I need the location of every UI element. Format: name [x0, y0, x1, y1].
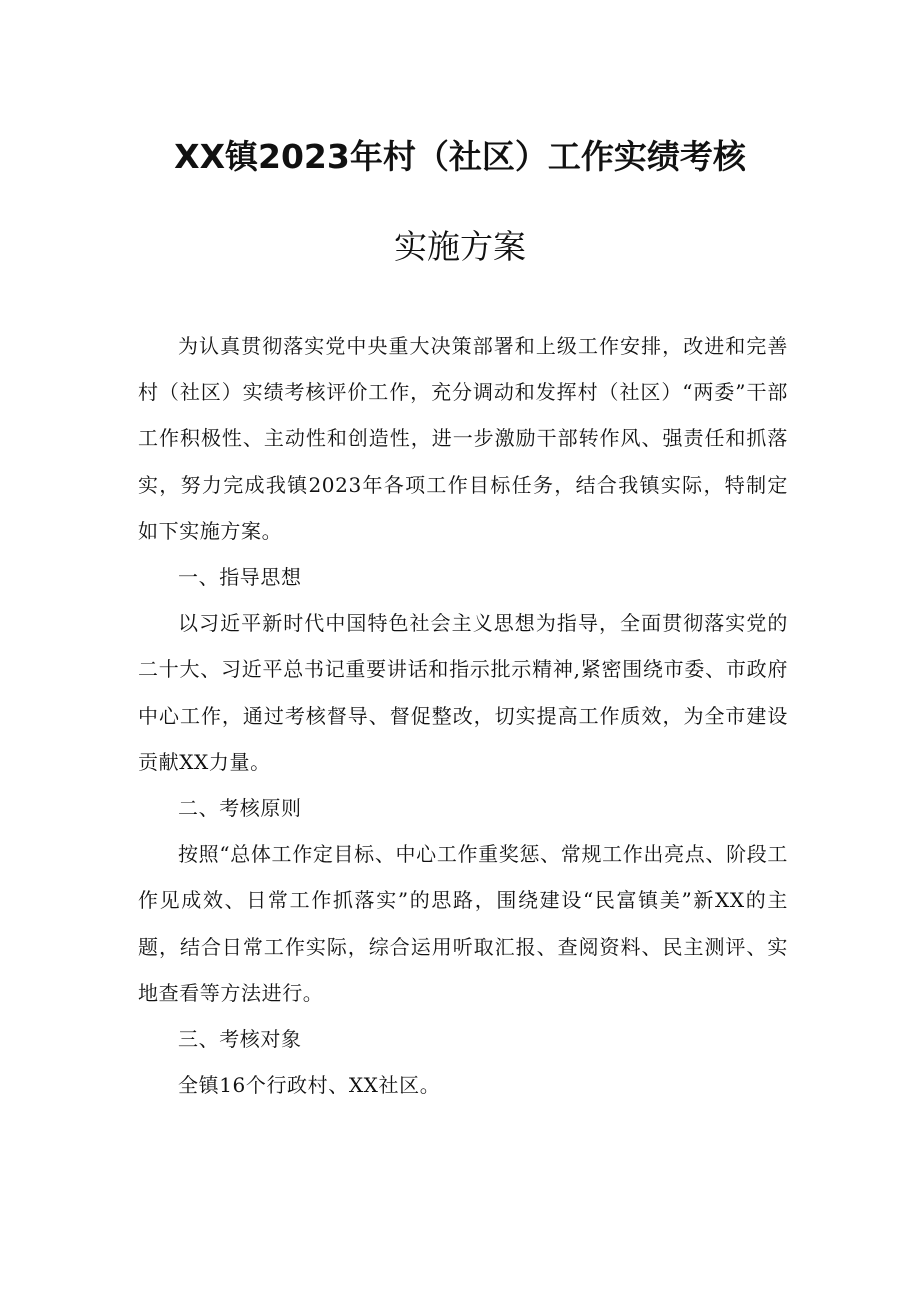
section-heading-guiding-ideology: 一、指导思想	[178, 565, 302, 590]
section-text-assessment-targets: 全镇16个行政村、XX社区。	[178, 1073, 441, 1098]
document-title-line-1: XX镇2023年村（社区）工作实绩考核	[174, 137, 746, 176]
section-heading-assessment-principles: 二、考核原则	[178, 796, 302, 821]
document-title-line-2: 实施方案	[394, 227, 526, 266]
section-text-guiding-ideology: 以习近平新时代中国特色社会主义思想为指导，全面贯彻落实党的二十大、习近平总书记重要讲话和指示批示精神,紧密围绕市委、市政府中心工作，通过考核督导、督促整改，切实提高工作质效，为全市建设贡献XX力量。	[138, 611, 788, 774]
section-text-assessment-principles: 按照“总体工作定目标、中心工作重奖惩、常规工作出亮点、阶段工作见成效、日常工作抓落实”的思路，围绕建设“民富镇美”新XX的主题，结合日常工作实际，综合运用听取汇报、查阅资料、民主测评、实地查看等方法进行。	[138, 842, 788, 1005]
intro-paragraph: 为认真贯彻落实党中央重大决策部署和上级工作安排，改进和完善村（社区）实绩考核评价工作，充分调动和发挥村（社区）“两委”干部工作积极性、主动性和创造性，进一步激励干部转作风、强责任和抓落实，努力完成我镇2023年各项工作目标任务，结合我镇实际，特制定如下实施方案。	[138, 334, 788, 543]
section-heading-assessment-targets: 三、考核对象	[178, 1027, 302, 1052]
document-body	[138, 323, 788, 1108]
